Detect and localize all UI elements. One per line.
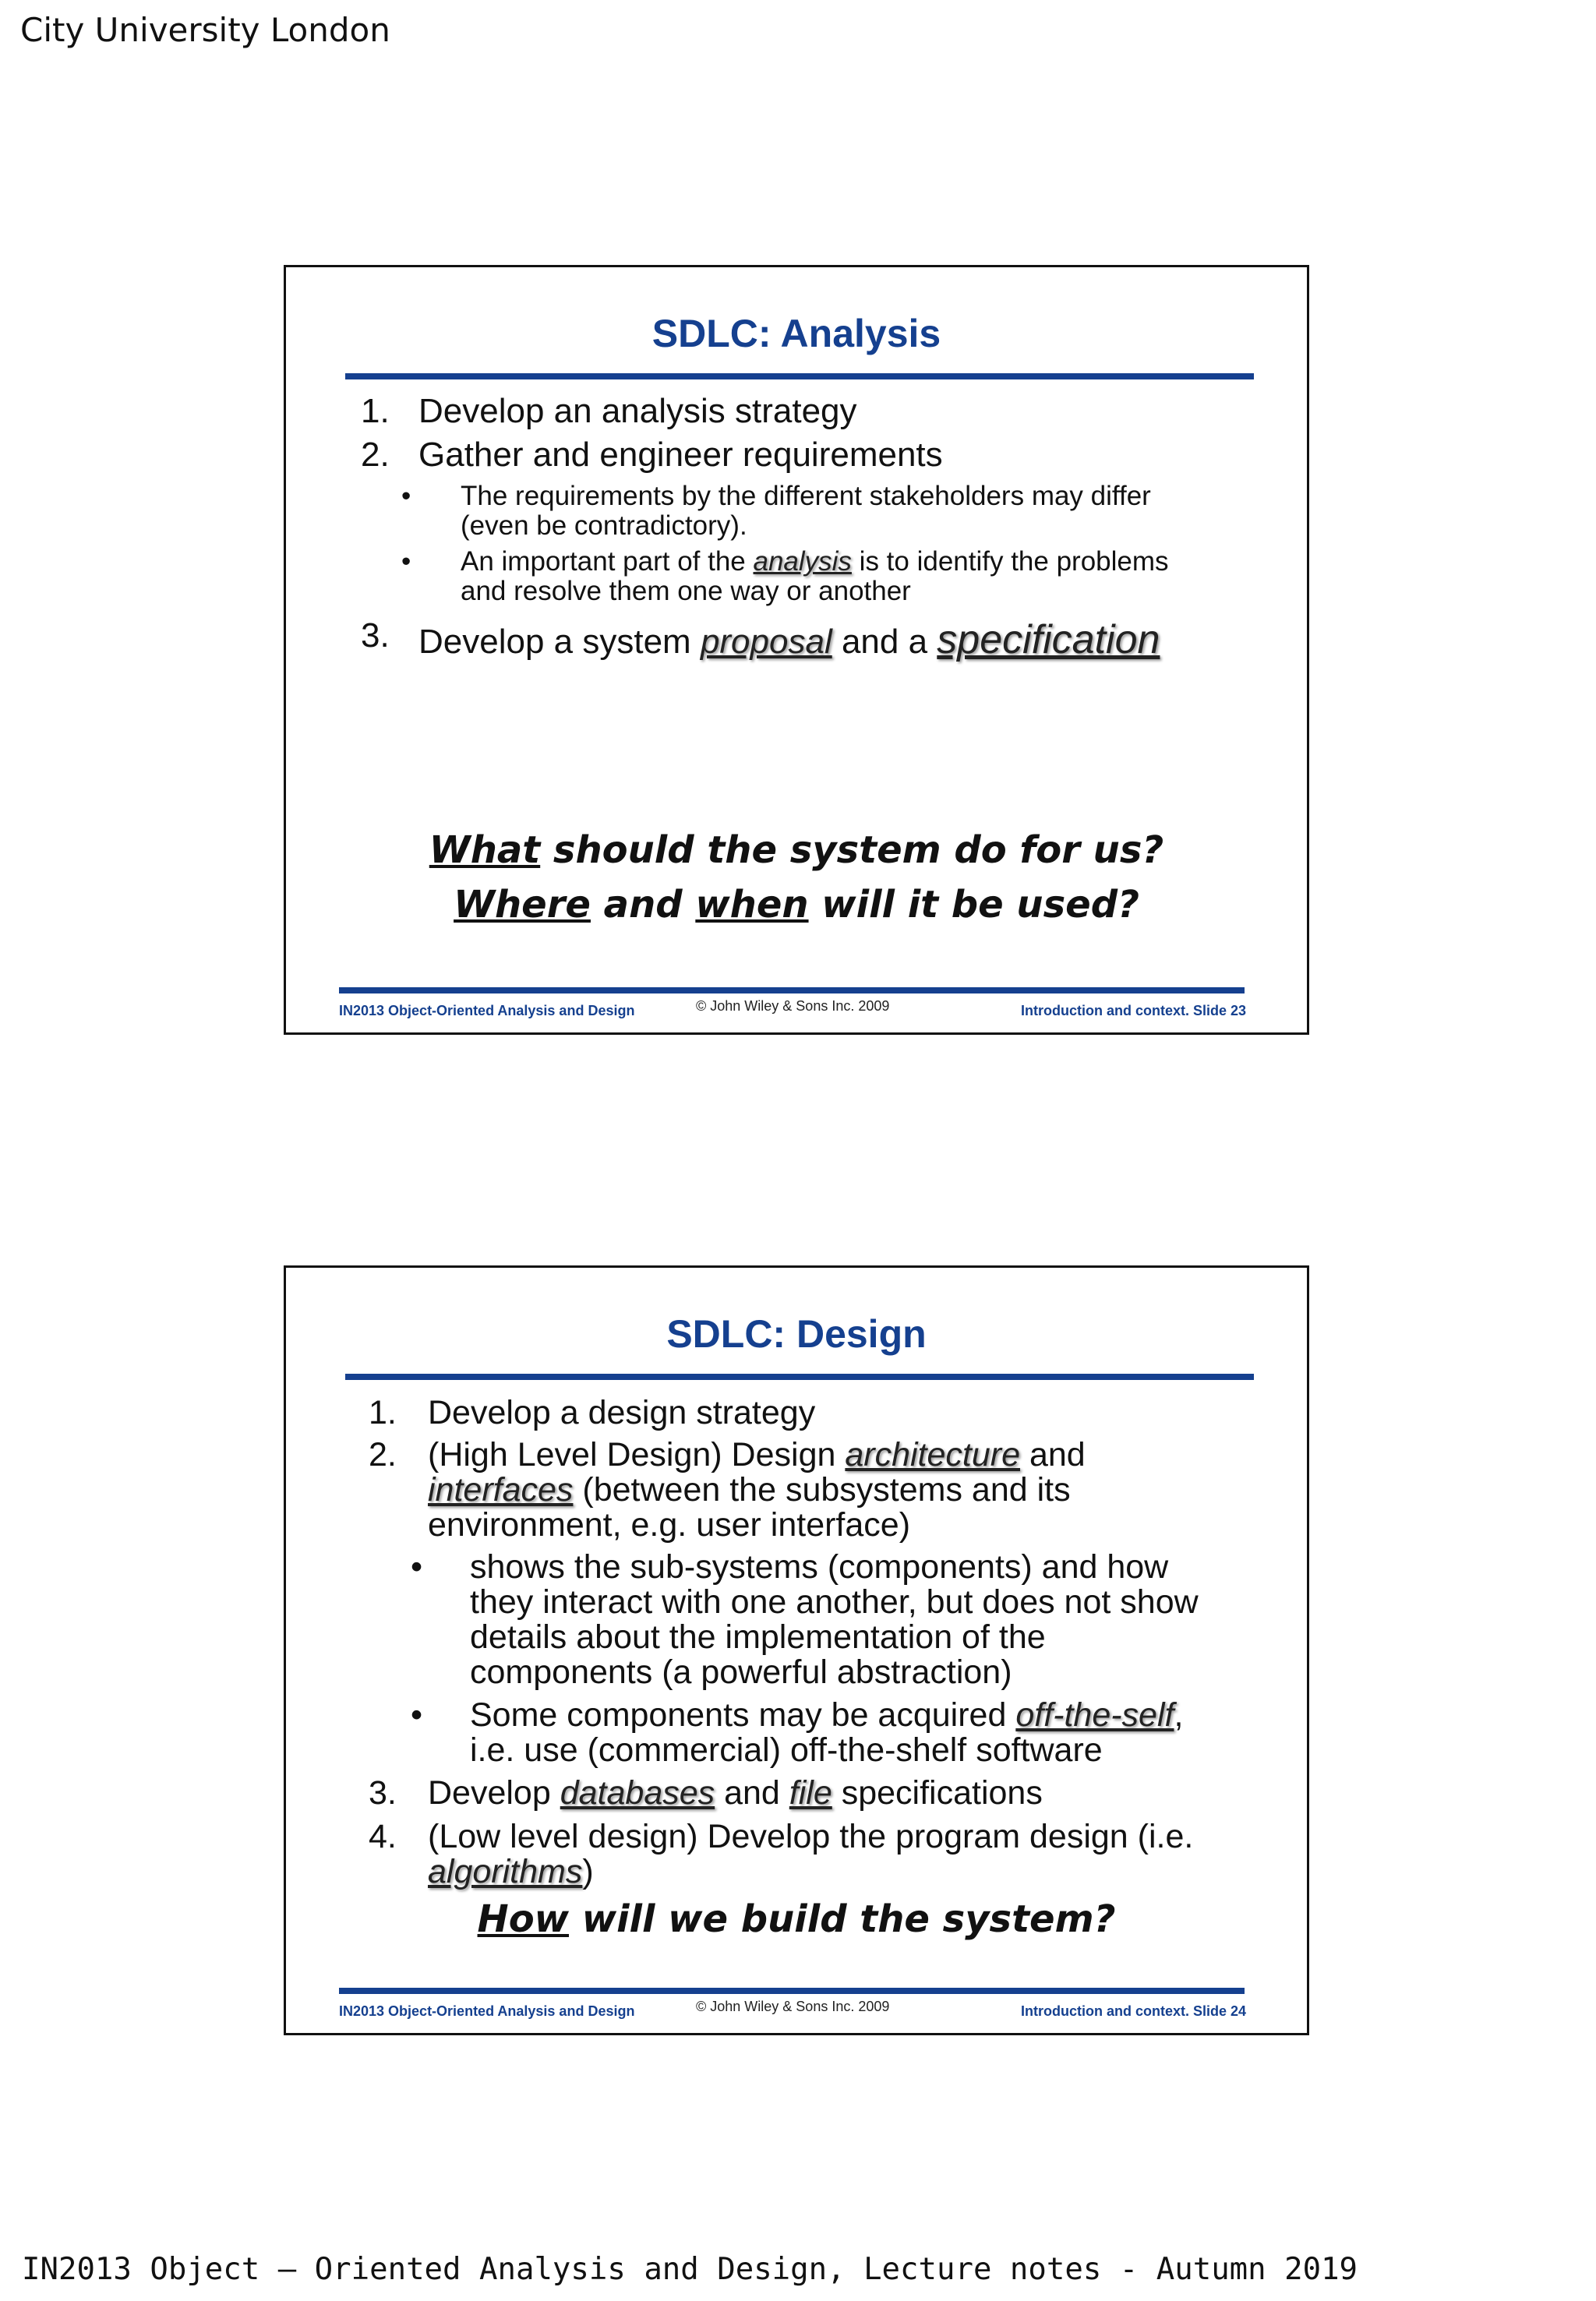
- footer-rule: [339, 987, 1245, 993]
- page-footer: IN2013 Object – Oriented Analysis and Design, Lecture notes - Autumn 2019: [22, 2252, 1358, 2287]
- bullet-icon: •: [401, 546, 411, 577]
- sub-bullet-2-line-2: and resolve them one way or another: [461, 576, 911, 606]
- page-header: City University London: [20, 11, 390, 49]
- bullet-icon: •: [401, 481, 411, 511]
- list-item-2: [361, 436, 943, 475]
- sub-bullet-2-line-1: [461, 546, 1169, 577]
- text: ): [582, 1853, 594, 1890]
- text: What: [429, 828, 541, 872]
- text: An important part of the: [461, 546, 754, 577]
- list-text: Develop a design strategy: [428, 1394, 816, 1431]
- slide-footer-number: Introduction and context. Slide 24: [1020, 2003, 1246, 2019]
- text: should the system do for us?: [540, 828, 1164, 872]
- title-rule: [345, 373, 1254, 379]
- list-item-1: [369, 1394, 816, 1432]
- text: (High Level Design) Design: [428, 1436, 846, 1473]
- question: [286, 1897, 1307, 1941]
- slide-footer-copyright: © John Wiley & Sons Inc. 2009: [696, 998, 890, 1014]
- text: is to identify the problems: [851, 546, 1169, 577]
- title-rule: [345, 1374, 1254, 1380]
- list-text: Develop an analysis strategy: [418, 392, 857, 430]
- slide-24: [284, 1265, 1309, 2035]
- emphasis-text: proposal: [700, 623, 832, 661]
- sub-bullet-1-line-1: shows the sub-systems (components) and how: [470, 1548, 1169, 1586]
- list-number: 3.: [361, 616, 390, 655]
- text: specifications: [832, 1774, 1043, 1812]
- slide-footer-number: Introduction and context. Slide 23: [1020, 1003, 1246, 1018]
- sub-bullet-1-line-2: they interact with one another, but does not show: [470, 1583, 1199, 1621]
- text: and: [715, 1774, 789, 1812]
- list-text: (Low level design) Develop the program design (i.e.: [428, 1818, 1194, 1855]
- sub-bullet-2-line-1: [470, 1696, 1183, 1735]
- text: Develop a system: [418, 623, 701, 661]
- list-item-4-line-2: [428, 1853, 594, 1891]
- text: ,: [1174, 1696, 1184, 1734]
- text: will it be used?: [808, 883, 1139, 926]
- sub-bullet-2-line-2: i.e. use (commercial) off-the-shelf software: [470, 1731, 1103, 1769]
- list-text: [428, 1774, 1043, 1812]
- list-text: [418, 616, 1160, 663]
- list-item-2-line-2: [428, 1471, 1071, 1509]
- sub-bullet-1-line-2: (even be contradictory).: [461, 510, 747, 541]
- list-number: 2.: [369, 1436, 397, 1473]
- list-number: 2.: [361, 436, 390, 474]
- list-item-3: [369, 1774, 1043, 1812]
- text: and a: [832, 623, 937, 661]
- slide-footer-copyright: © John Wiley & Sons Inc. 2009: [696, 1999, 890, 2014]
- emphasis-text: interfaces: [428, 1471, 574, 1509]
- text: will we build the system?: [569, 1897, 1116, 1941]
- emphasis-text: architecture: [845, 1436, 1021, 1473]
- emphasis-text: analysis: [753, 546, 852, 577]
- text: and: [1020, 1436, 1086, 1473]
- sub-bullet-1-line-4: components (a powerful abstraction): [470, 1653, 1012, 1691]
- emphasis-text: algorithms: [428, 1853, 583, 1890]
- text: Some components may be acquired: [470, 1696, 1016, 1734]
- emphasis-text: file: [789, 1774, 832, 1812]
- list-number: 3.: [369, 1774, 397, 1812]
- emphasis-text: specification: [937, 617, 1160, 662]
- slide-title: SDLC: Analysis: [651, 312, 941, 355]
- text: Where: [454, 883, 591, 926]
- list-item-3: [361, 616, 1160, 662]
- question-2: [286, 883, 1307, 926]
- sub-bullet-1-line-3: details about the implementation of the: [470, 1618, 1046, 1656]
- list-item-2: [369, 1436, 1086, 1474]
- sub-bullet-1-line-1: The requirements by the different stakeholders may differ: [461, 481, 1151, 511]
- list-item-4: [369, 1818, 1194, 1856]
- list-text: Gather and engineer requirements: [418, 436, 943, 474]
- text: How: [477, 1897, 570, 1941]
- emphasis-text: off-the-self: [1015, 1696, 1174, 1734]
- text: Develop: [428, 1774, 560, 1812]
- text: when: [695, 883, 809, 926]
- bullet-icon: •: [411, 1548, 423, 1586]
- list-number: 1.: [369, 1394, 397, 1431]
- slide-23: [284, 265, 1309, 1035]
- text: and: [590, 883, 696, 926]
- text: (between the subsystems and its: [573, 1471, 1071, 1509]
- bullet-icon: •: [411, 1696, 423, 1734]
- question-1: [286, 828, 1307, 872]
- list-item-1: [361, 392, 857, 431]
- slide-title: SDLC: Design: [666, 1312, 927, 1356]
- emphasis-text: databases: [560, 1774, 715, 1812]
- list-item-2-line-3: environment, e.g. user interface): [428, 1506, 911, 1544]
- slide-footer-course: IN2013 Object-Oriented Analysis and Design: [339, 1003, 635, 1018]
- slide-footer-course: IN2013 Object-Oriented Analysis and Design: [339, 2003, 635, 2019]
- footer-rule: [339, 1988, 1245, 1994]
- list-text: [428, 1436, 1086, 1474]
- list-number: 1.: [361, 392, 390, 430]
- list-number: 4.: [369, 1818, 397, 1855]
